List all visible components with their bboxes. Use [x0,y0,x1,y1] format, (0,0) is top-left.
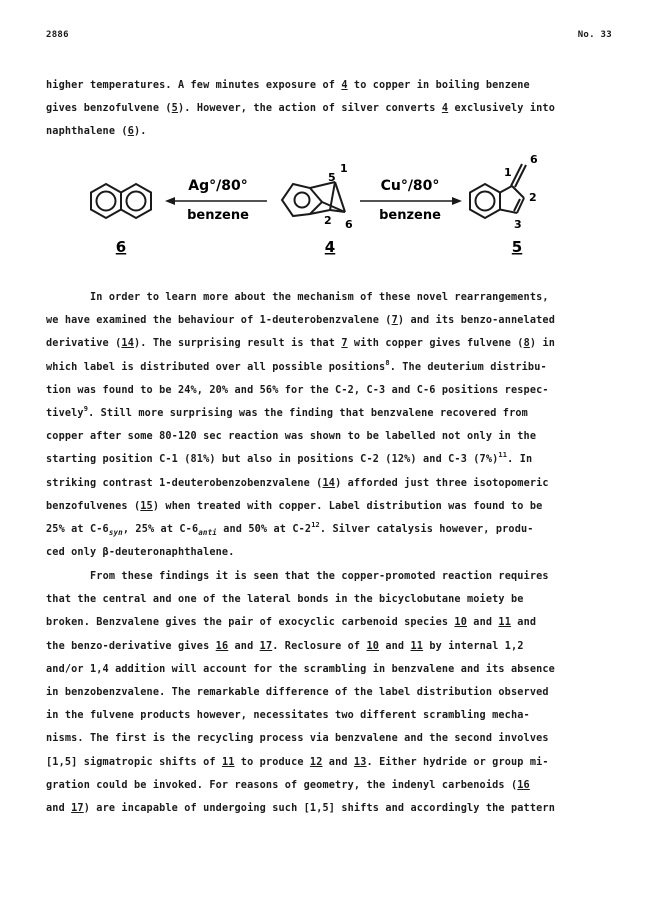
compound-ref: 4 [441,103,449,115]
text-run: gives benzofulvene ( [46,103,172,115]
compound-ref: 11 [498,617,511,629]
subscript-syn: syn [108,528,123,538]
compound-ref: 8 [523,338,530,350]
text-line: in the fulvene products however, necessitates two different scrambling mecha- [46,710,530,722]
naphthalene-structure [91,184,151,218]
text-line: copper after some 80-120 sec reaction was shown to be labelled not only in the [46,431,537,443]
text-run: derivative ( [46,338,122,350]
benzofulvene-structure [470,164,526,218]
compound-ref: 16 [215,640,229,652]
text-run: and [511,617,537,629]
compound-ref: 7 [341,338,348,350]
text-run: ) and its benzo-annelated [397,315,555,327]
text-run: the benzo-derivative gives [46,640,216,652]
reaction-arrow-left [165,197,267,205]
text-run: and [379,640,411,652]
paragraph-findings [46,565,630,820]
compound-ref: 7 [391,315,398,327]
text-run: by internal 1,2 [423,640,524,652]
text-run: ) in [529,338,556,350]
compound-ref: 5 [171,103,178,115]
reference-superscript: 11 [498,451,508,460]
reference-superscript: 8 [385,358,390,367]
text-run: exclusively into [448,103,555,115]
compound-ref: 16 [517,779,530,791]
compound-label-benzofulvene: 5 [511,238,523,256]
reagent-silver: Ag°/80° [188,178,248,194]
compound-ref: 4 [341,80,348,91]
compound-ref: 17 [259,640,273,652]
reagent-copper: Cu°/80° [380,178,440,194]
benzvalene-position-6: 6 [345,218,353,231]
text-run: with copper gives fulvene ( [347,338,524,350]
text-run: , 25% at C-6 [122,524,199,536]
text-run: . In [507,454,533,466]
text-line: in benzobenzvalene. The remarkable difference of the label distribution observed [46,687,549,699]
text-line: nisms. The first is the recycling process via benzvalene and the second involves [46,733,549,745]
compound-ref: 11 [410,640,424,652]
compound-ref: 10 [366,640,380,652]
compound-label-benzvalene: 4 [324,238,336,256]
text-run: ). [133,126,147,138]
text-run: and [322,756,354,768]
text-run: and [228,640,260,652]
benzvalene-position-1: 1 [340,162,348,175]
text-line: that the central and one of the lateral bonds in the bicyclobutane moiety be [46,594,524,606]
reference-superscript: 12 [311,521,320,530]
text-run: ). The surprising result is that [133,338,342,350]
text-run: ). However, the action of silver converts [177,103,442,115]
solvent-left: benzene [187,208,249,223]
text-run: naphthalene ( [46,126,128,138]
text-run: and [46,803,72,815]
reference-superscript: 9 [83,405,89,414]
text-run: higher temperatures. A few minutes exposure of [46,80,342,91]
text-line: From these findings it is seen that the copper-promoted reaction requires [90,571,549,582]
fulvene-position-2: 2 [529,191,537,204]
text-run: which label is distributed over all possible positions [46,361,386,373]
fulvene-position-6: 6 [530,153,538,166]
fulvene-position-1: 1 [504,166,512,179]
text-line: tion was found to be 24%, 20% and 56% for the C-2, C-3 and C-6 positions respec- [46,384,549,396]
compound-ref: 11 [221,756,235,768]
page-number: 2886 [46,30,69,40]
text-run: . Silver catalysis however, produ- [319,524,534,536]
benzvalene-position-5: 5 [328,171,336,184]
solvent-right: benzene [379,208,441,223]
text-run: ) afforded just three isotopomeric [335,477,549,489]
reaction-scheme [0,150,672,270]
compound-ref: 13 [353,756,367,768]
paragraph-intro [46,74,630,144]
text-run: to produce [234,756,310,768]
compound-ref: 17 [71,803,84,815]
text-run: . Reclosure of [272,640,367,652]
reaction-arrow-right [360,197,462,205]
text-run: striking contrast 1-deuterobenzobenzvalene ( [46,477,323,489]
text-run: . Still more surprising was the finding that benzvalene recovered from [88,408,528,420]
text-run: broken. Benzvalene gives the pair of exocyclic carbenoid species [46,617,455,629]
compound-ref: 12 [309,756,323,768]
text-line: and/or 1,4 addition will account for the scrambling in benzvalene and its absence [46,663,555,675]
text-run: 25% at C-6 [46,524,109,536]
compound-ref: 14 [322,477,336,489]
text-run: [1,5] sigmatropic shifts of [46,756,222,768]
text-run: gration could be invoked. For reasons of geometry, the indenyl carbenoids ( [46,779,518,791]
fulvene-position-3: 3 [514,218,522,231]
text-run: we have examined the behaviour of 1-deuterobenzvalene ( [46,315,392,327]
text-run: benzofulvenes ( [46,500,141,512]
text-run: . Either hydride or group mi- [366,756,549,768]
benzobenzvalene-structure [282,182,345,216]
text-run: ) are incapable of undergoing such [1,5] shifts and accordingly the pattern [83,803,555,815]
compound-ref: 10 [454,617,467,629]
compound-ref: 15 [140,500,153,512]
text-run: and 50% at C-2 [216,524,312,536]
benzvalene-position-2: 2 [324,214,332,227]
text-run: to copper in boiling benzene [347,80,530,91]
issue-number: No. 33 [577,30,612,40]
compound-label-naphthalene: 6 [115,238,127,256]
text-line: ced only β-deuteronaphthalene. [46,547,235,559]
text-run: and [467,617,499,629]
compound-ref: 14 [121,338,134,350]
text-run: ) when treated with copper. Label distribution was found to be [152,500,543,512]
text-run: starting position C-1 (81%) but also in positions C-2 (12%) and C-3 (7%) [46,454,499,466]
compound-ref: 6 [127,126,134,138]
paragraph-mechanism-study [46,286,630,564]
subscript-anti: anti [198,528,217,538]
text-run: . The deuterium distribu- [389,361,547,373]
text-line: In order to learn more about the mechanism of these novel rearrangements, [90,292,549,303]
text-run: tively [46,408,84,420]
